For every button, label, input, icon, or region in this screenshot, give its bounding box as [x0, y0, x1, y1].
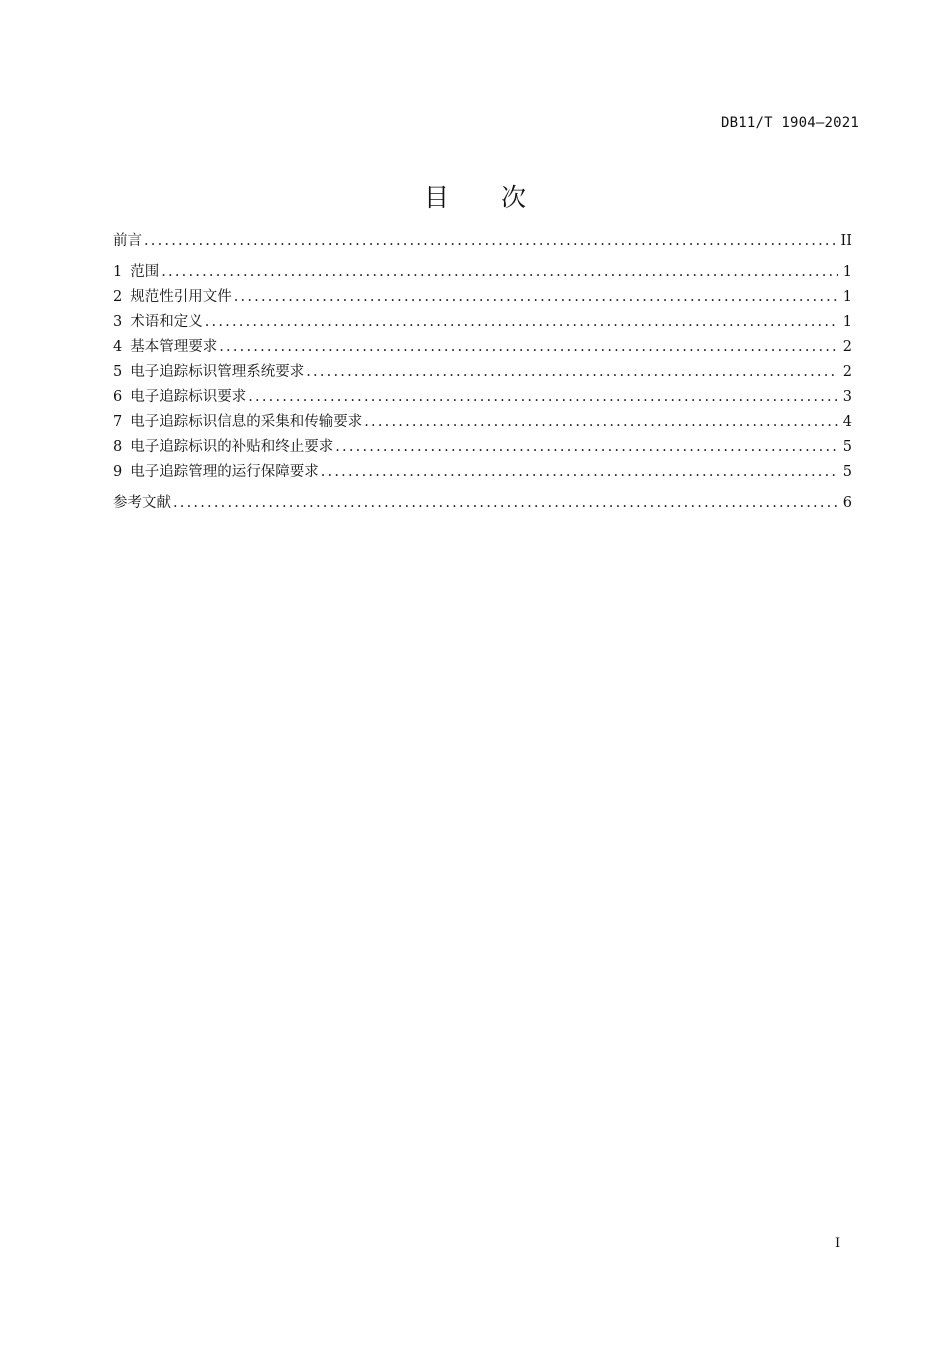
toc-entry-label: 电子追踪标识的补贴和终止要求 — [130, 439, 334, 455]
toc-entry-3[interactable] — [113, 310, 852, 335]
toc-entry-number: 5 — [113, 364, 123, 380]
toc-entry-2[interactable] — [113, 285, 852, 310]
toc-entry-9[interactable] — [113, 460, 852, 485]
toc-entry-8[interactable] — [113, 435, 852, 460]
toc-entry-foreword[interactable] — [113, 229, 852, 254]
toc-entry-number: 8 — [113, 439, 123, 455]
toc-dot-leader — [306, 360, 838, 385]
toc-entry-number: 7 — [113, 414, 123, 430]
toc-dot-leader — [205, 310, 838, 335]
toc-entry-page: II — [840, 233, 852, 249]
toc-entry-label: 前言 — [113, 233, 142, 249]
toc-entry-7[interactable] — [113, 410, 852, 435]
toc-entry-5[interactable] — [113, 360, 852, 385]
toc-entry-6[interactable] — [113, 385, 852, 410]
toc-entry-references[interactable] — [113, 491, 852, 516]
page-number: I — [835, 1236, 841, 1251]
toc-entry-page: 4 — [842, 414, 852, 430]
toc-dot-leader — [161, 260, 838, 285]
toc-entry-number: 3 — [113, 314, 123, 330]
toc-dot-leader — [321, 460, 838, 485]
toc-entry-label: 范围 — [130, 264, 160, 280]
toc-dot-leader — [364, 410, 838, 435]
toc-entry-page: 6 — [842, 495, 852, 511]
toc-entry-page: 2 — [842, 364, 852, 380]
toc-entry-label: 基本管理要求 — [130, 339, 218, 355]
toc-dot-leader — [335, 435, 838, 460]
toc-entry-label: 电子追踪标识要求 — [130, 389, 247, 405]
toc-entry-number: 2 — [113, 289, 123, 305]
toc-entry-number: 1 — [113, 264, 123, 280]
toc-dot-leader — [173, 491, 838, 516]
toc-entry-page: 3 — [842, 389, 852, 405]
toc-entry-label: 电子追踪标识管理系统要求 — [130, 364, 305, 380]
toc-entry-page: 5 — [842, 464, 852, 480]
toc-entry-page: 1 — [842, 264, 852, 280]
toc-entry-number: 6 — [113, 389, 123, 405]
toc-entry-label: 电子追踪标识信息的采集和传输要求 — [130, 414, 363, 430]
toc-entry-label: 电子追踪管理的运行保障要求 — [130, 464, 319, 480]
toc-dot-leader — [234, 285, 838, 310]
toc-dot-leader — [144, 229, 837, 254]
toc-dot-leader — [248, 385, 838, 410]
toc-entry-label: 参考文献 — [113, 495, 171, 511]
toc-entry-page: 1 — [842, 314, 852, 330]
toc-dot-leader — [219, 335, 838, 360]
toc-entry-label: 术语和定义 — [130, 314, 203, 330]
toc-entry-number: 9 — [113, 464, 123, 480]
toc-entry-number: 4 — [113, 339, 123, 355]
toc-entry-page: 5 — [842, 439, 852, 455]
toc-title: 目 次 — [424, 183, 548, 212]
toc-entry-label: 规范性引用文件 — [130, 289, 232, 305]
toc-entry-page: 2 — [842, 339, 852, 355]
table-of-contents — [113, 229, 852, 516]
toc-entry-1[interactable] — [113, 260, 852, 285]
toc-entry-4[interactable] — [113, 335, 852, 360]
document-code: DB11/T 1904—2021 — [720, 115, 859, 131]
toc-entry-page: 1 — [842, 289, 852, 305]
